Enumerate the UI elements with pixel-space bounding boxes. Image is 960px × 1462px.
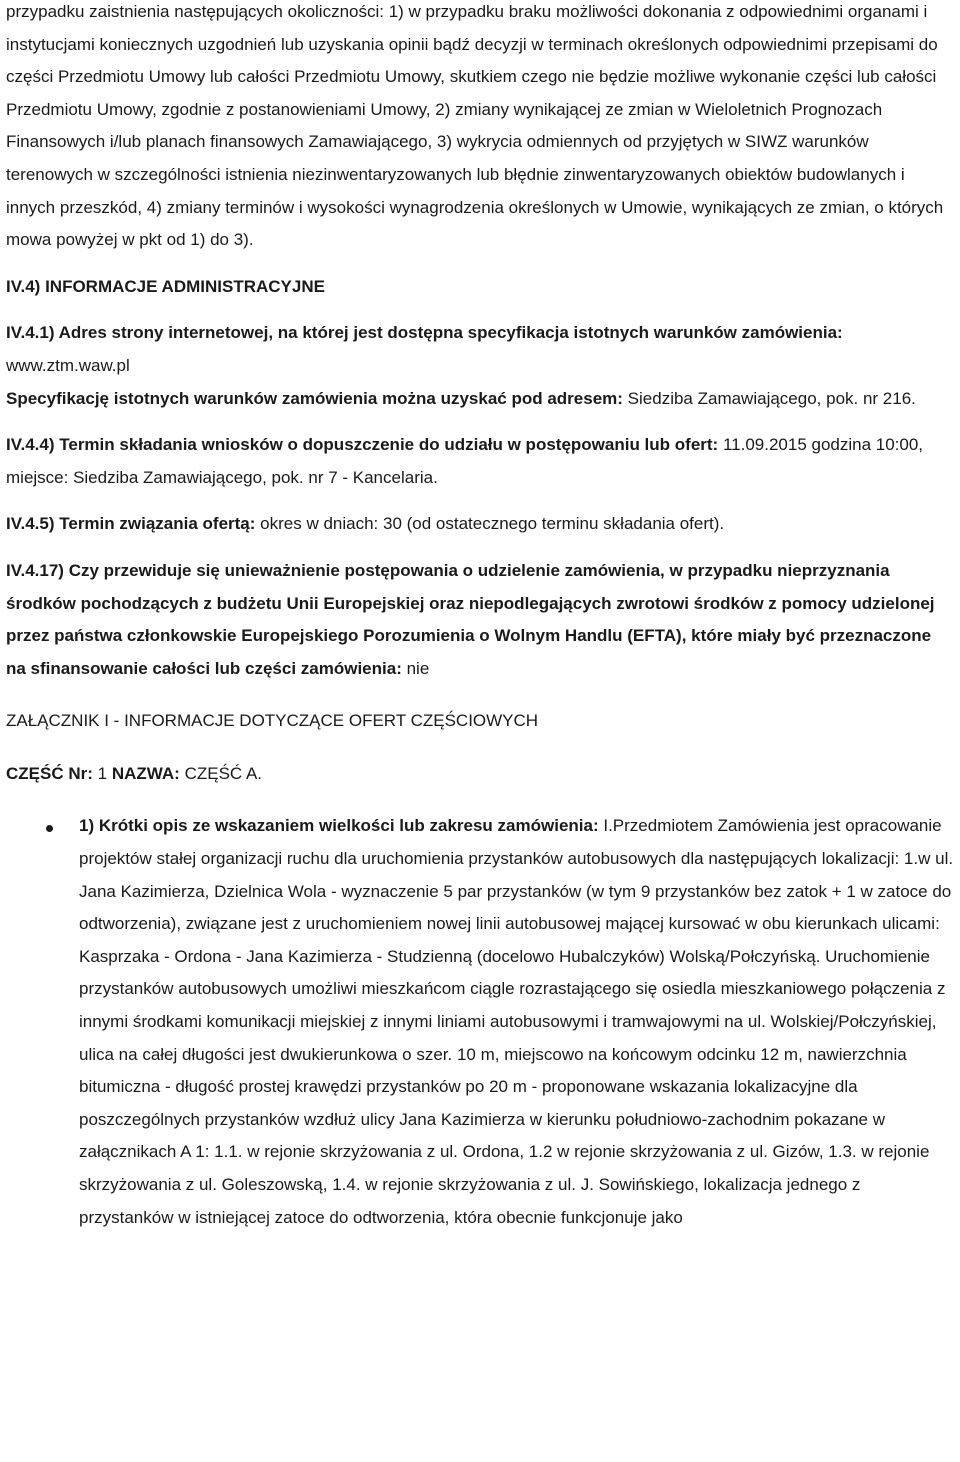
- bullet-icon: [46, 825, 53, 832]
- part-nr-value: 1: [97, 763, 108, 783]
- part-name-value: CZĘŚĆ A.: [184, 763, 263, 783]
- annex-heading: ZAŁĄCZNIK I - INFORMACJE DOTYCZĄCE OFERT CZĘŚCIOWYCH: [6, 711, 539, 731]
- iv45-binding-period: [6, 508, 954, 541]
- iv417-label: IV.4.17) Czy przewiduje się unieważnienie postępowania o udzielenie zamówienia, w przypadku nieprzyznania środków pochodzących z budżetu Unii Europejskiej oraz niepodlegających zwrotowi środków z pomocy udzielonej przez państwa członkowskie Europejskiego Porozumienia o Wolnym Handlu (EFTA), które miały być przeznaczone na sfinansowanie całości lub części zamówienia:: [6, 560, 935, 678]
- intro-paragraph: przypadku zaistnienia następujących okoliczności: 1) w przypadku braku możliwości dokonania z odpowiednimi organami i instytucjami koniecznych uzgodnień lub uzyskania opinii bądź decyzji w terminach określonych odpowiednimi przepisami do części Przedmiotu Umowy lub całości Przedmiotu Umowy, skutkiem czego nie będzie możliwe wykonanie części lub całości Przedmiotu Umowy, zgodnie z postanowieniami Umowy, 2) zmiany wynikającej ze zmian w Wieloletnich Prognozach Finansowych i/lub planach finansowych Zamawiającego, 3) wykrycia odmiennych od przyjętych w SIWZ warunków terenowych w szczególności istnienia niezinwentaryzowanych lub błędnie zinwentaryzowanych obiektów budowlanych i innych przeszkód, 4) zmiany terminów i wysokości wynagrodzenia określonych w Umowie, wynikających ze zmian, o których mowa powyżej w pkt od 1) do 3).: [6, 2, 944, 250]
- bullet-content: [79, 810, 954, 1234]
- part-nr-label: CZĘŚĆ Nr:: [6, 763, 93, 783]
- bullet-text: I.Przedmiotem Zamówienia jest opracowanie projektów stałej organizacji ruchu dla uruchomienia przystanków autobusowych dla następujących lokalizacji: 1.w ul. Jana Kazimierza, Dzielnica Wola - wyznaczenie 5 par przystanków (w tym 9 przystanków bez zatok + 1 w zatoce do odtworzenia), związane jest z uruchomieniem nowej linii autobusowej mającej kursować w obu kierunkach ulicami: Kasprzaka - Ordona - Jana Kazimierza - Studzienną (docelowo Hubalczyków) Wolską/Połczyńską. Uruchomienie przystanków autobusowych umożliwi mieszkańcom ciągle rozrastającego się osiedla mieszkaniowego połączenia z innymi środkami komunikacji miejskiej z innymi liniami autobusowymi i tramwajowymi na ul. Wolskiej/Połczyńskiej, ulica na całej długości jest dwukierunkowa o szer. 10 m, miejscowo na końcowym odcinku 12 m, nawierzchnia bitumiczna - długość prostej krawędzi przystanków po 20 m - proponowane wskazania lokalizacyjne dla poszczególnych przystanków wzdłuż ulicy Jana Kazimierza w kierunku południowo-zachodnim pokazane w załącznikach A 1: 1.1. w rejonie skrzyżowania z ul. Ordona, 1.2 w rejonie skrzyżowania z ul. Gizów, 1.3. w rejonie skrzyżowania z ul. Goleszowską, 1.4. w rejonie skrzyżowania z ul. J. Sowińskiego, lokalizacja jednego z przystanków w istniejącej zatoce do odtworzenia, która obecnie funkcjonuje jako: [79, 816, 954, 1227]
- iv45-value: okres w dniach: 30 (od ostatecznego terminu składania ofert).: [260, 514, 725, 534]
- iv45-label: IV.4.5) Termin związania ofertą:: [6, 514, 256, 534]
- section-heading-administrative: IV.4) INFORMACJE ADMINISTRACYJNE: [6, 276, 325, 296]
- iv44-submission-deadline: [6, 429, 954, 494]
- iv41-url[interactable]: www.ztm.waw.pl: [6, 355, 130, 375]
- iv44-label: IV.4.4) Termin składania wniosków o dopuszczenie do udziału w postępowaniu lub ofert:: [6, 435, 719, 455]
- bullet-label: 1) Krótki opis ze wskazaniem wielkości lub zakresu zamówienia:: [79, 816, 599, 836]
- iv41-website-address: [6, 317, 954, 382]
- bullet-list-item: [6, 810, 954, 1234]
- part-heading: [6, 758, 954, 791]
- iv417-value: nie: [406, 658, 430, 678]
- iv41-label: IV.4.1) Adres strony internetowej, na której jest dostępna specyfikacja istotnych warunków zamówienia:: [6, 323, 843, 343]
- part-name-label: NAZWA:: [111, 763, 180, 783]
- spec-label: Specyfikację istotnych warunków zamówienia można uzyskać pod adresem:: [6, 388, 623, 408]
- specification-address: [6, 383, 954, 416]
- iv44-value: 11.09.2015 godzina 10:00, miejsce: Siedziba Zamawiającego, pok. nr 7 - Kancelaria.: [6, 435, 924, 487]
- document-page: [6, 0, 954, 1234]
- iv417-cancellation: [6, 555, 954, 685]
- spec-value: Siedziba Zamawiającego, pok. nr 216.: [627, 388, 916, 408]
